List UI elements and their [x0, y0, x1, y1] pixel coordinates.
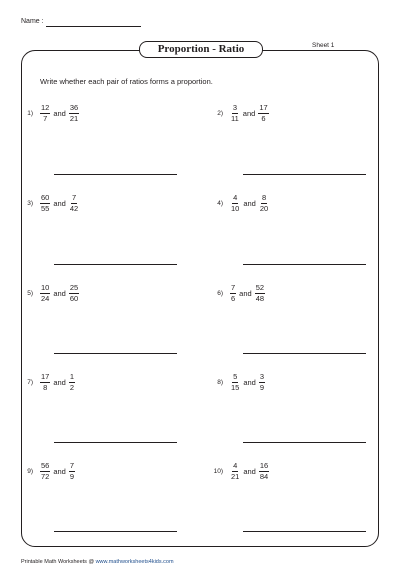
fraction-b [259, 373, 265, 391]
fraction-a [40, 462, 50, 480]
problem-number: 7) [27, 378, 33, 386]
answer-line-4[interactable] [243, 264, 366, 265]
name-label: Name : [21, 18, 44, 25]
and-label: and [242, 108, 256, 118]
numerator: 25 [69, 283, 79, 292]
problem-number: 6) [217, 289, 223, 297]
numerator: 4 [233, 193, 238, 202]
fraction-b [69, 194, 79, 212]
fraction-a [230, 462, 240, 480]
and-label: and [53, 108, 66, 118]
and-label: and [243, 377, 256, 387]
and-label: and [53, 288, 66, 298]
problem-number: 1) [27, 109, 33, 117]
numerator: 60 [41, 193, 50, 202]
denominator: 6 [231, 293, 236, 303]
and-label: and [239, 288, 252, 298]
denominator: 15 [231, 382, 240, 392]
fraction-b [255, 284, 265, 302]
and-label: and [53, 198, 66, 208]
denominator: 10 [231, 203, 240, 213]
denominator: 55 [41, 203, 50, 213]
fraction-a [40, 373, 50, 391]
numerator: 4 [233, 461, 238, 470]
denominator: 21 [69, 113, 79, 123]
problem-8 [210, 373, 265, 391]
problem-number: 2) [217, 109, 223, 117]
denominator: 48 [255, 293, 265, 303]
numerator: 7 [231, 283, 236, 292]
name-answer-line[interactable] [46, 26, 141, 27]
problem-number: 10) [213, 467, 223, 475]
denominator: 9 [69, 471, 75, 481]
numerator: 17 [41, 372, 50, 381]
fraction-b [69, 373, 75, 391]
answer-line-9[interactable] [54, 531, 177, 532]
problem-number: 9) [27, 467, 33, 475]
fraction-a [230, 373, 240, 391]
numerator: 8 [261, 193, 267, 202]
numerator: 52 [255, 283, 265, 292]
numerator: 10 [41, 283, 50, 292]
answer-line-1[interactable] [54, 174, 177, 175]
problem-number: 8) [217, 378, 223, 386]
and-label: and [53, 377, 66, 387]
answer-line-6[interactable] [243, 353, 366, 354]
fraction-b [259, 462, 269, 480]
denominator: 21 [231, 471, 240, 481]
fraction-b [69, 284, 79, 302]
numerator: 7 [71, 193, 77, 202]
denominator: 9 [259, 382, 265, 392]
denominator: 20 [259, 203, 269, 213]
fraction-a [40, 104, 50, 122]
fraction-b [69, 462, 75, 480]
problem-4 [210, 194, 269, 212]
numerator: 7 [69, 461, 75, 470]
denominator: 2 [69, 382, 75, 392]
and-label: and [243, 466, 256, 476]
denominator: 72 [41, 471, 50, 481]
worksheet-title: Proportion - Ratio [139, 41, 263, 58]
denominator: 11 [231, 113, 239, 123]
problem-3 [20, 194, 79, 212]
numerator: 5 [233, 372, 238, 381]
numerator: 3 [232, 103, 237, 112]
answer-line-3[interactable] [54, 264, 177, 265]
and-label: and [53, 466, 66, 476]
problem-2 [210, 104, 269, 122]
fraction-b [259, 194, 269, 212]
fraction-b [69, 104, 79, 122]
answer-line-8[interactable] [243, 442, 366, 443]
denominator: 6 [261, 113, 266, 123]
denominator: 60 [69, 293, 79, 303]
fraction-a [230, 284, 236, 302]
fraction-a [40, 194, 50, 212]
problem-number: 5) [27, 289, 33, 297]
numerator: 16 [259, 461, 269, 470]
answer-line-2[interactable] [243, 174, 366, 175]
footer-site-link[interactable]: www.mathworksheets4kids.com [95, 559, 174, 565]
problem-1 [20, 104, 79, 122]
denominator: 84 [259, 471, 269, 481]
problem-5 [20, 284, 79, 302]
fraction-a [230, 194, 240, 212]
numerator: 1 [69, 372, 75, 381]
problem-9 [20, 462, 75, 480]
denominator: 42 [69, 203, 79, 213]
denominator: 24 [41, 293, 50, 303]
numerator: 3 [259, 372, 265, 381]
answer-line-5[interactable] [54, 353, 177, 354]
fraction-a [40, 284, 50, 302]
problem-10 [210, 462, 269, 480]
answer-line-7[interactable] [54, 442, 177, 443]
denominator: 8 [43, 382, 48, 392]
numerator: 17 [259, 103, 268, 112]
denominator: 7 [43, 113, 48, 123]
and-label: and [243, 198, 256, 208]
problem-6 [210, 284, 265, 302]
problem-number: 4) [217, 199, 223, 207]
numerator: 12 [41, 103, 50, 112]
footer [21, 559, 174, 565]
fraction-b [258, 104, 268, 122]
numerator: 56 [41, 461, 50, 470]
instructions: Write whether each pair of ratios forms a proportion. [40, 77, 213, 86]
numerator: 36 [69, 103, 79, 112]
fraction-a [230, 104, 240, 122]
answer-line-10[interactable] [243, 531, 366, 532]
problem-7 [20, 373, 75, 391]
problem-number: 3) [27, 199, 33, 207]
sheet-label: Sheet 1 [312, 42, 335, 49]
footer-prefix: Printable Math Worksheets @ [21, 559, 96, 565]
